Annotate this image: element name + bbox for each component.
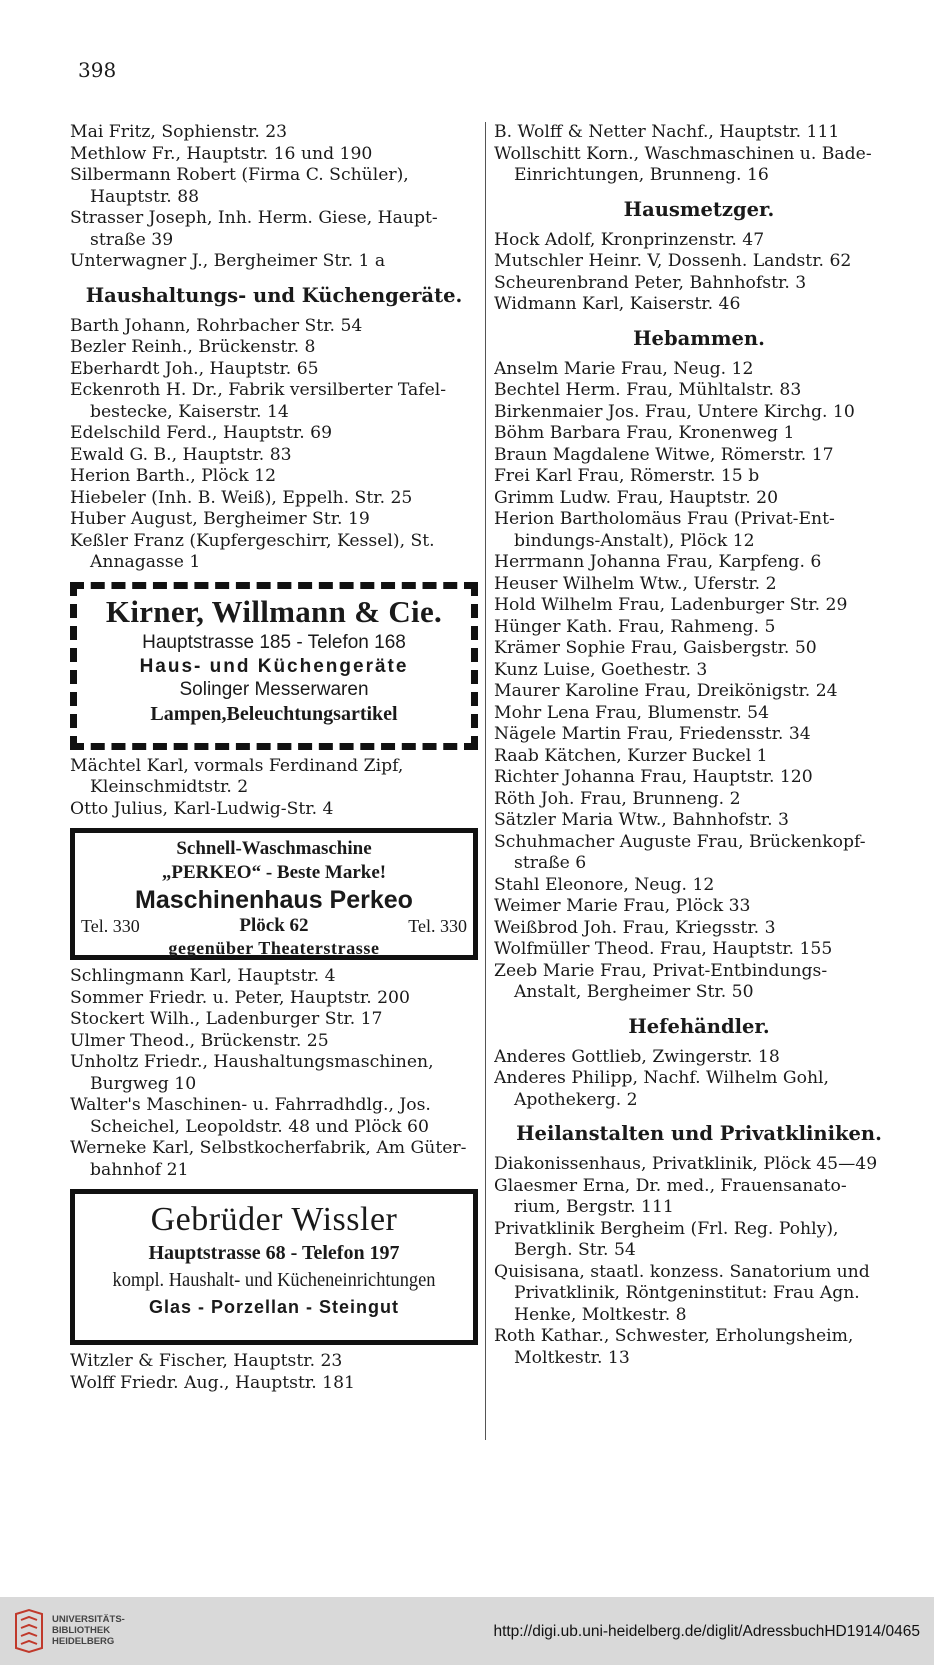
directory-entry [70,1052,478,1095]
directory-entry [494,660,904,682]
entry-text: Herrmann Johanna Frau, Karpfeng. 6 [494,552,822,572]
entry-continuation: Moltkestr. 13 [514,1347,630,1368]
entry-text: Walter's Maschinen- u. Fahrradhdlg., Jos. [70,1095,431,1115]
ad-wissler-products: kompl. Haushalt- und Kücheneinrichtungen [112,1269,436,1291]
directory-entry [494,939,904,961]
directory-entry [494,488,904,510]
directory-entry [494,273,904,295]
directory-entry [70,756,478,799]
directory-entry [494,445,904,467]
entry-text: Eberhardt Joh., Hauptstr. 65 [70,358,319,379]
directory-entry [494,122,904,144]
entry-text: Silbermann Robert (Firma C. Schüler), [70,165,409,185]
directory-entry [494,1176,904,1219]
directory-entry [70,799,478,821]
entry-text: Weimer Marie Frau, Plöck 33 [494,896,751,916]
directory-entry [70,488,478,510]
directory-entry [70,531,478,574]
heading-hausmetzger: Hausmetzger. [623,197,775,221]
entry-continuation: bahnhof 21 [90,1159,189,1180]
entry-continuation: Einrichtungen, Brunneng. 16 [514,165,769,185]
directory-entry [494,251,904,273]
entry-text: Eckenroth H. Dr., Fabrik versilberter Tafel- [70,380,447,400]
left-block-1 [70,122,478,273]
library-logo-icon [12,1608,46,1654]
entry-text: Stockert Wilh., Ladenburger Str. 17 [70,1009,383,1029]
directory-entry [70,165,478,208]
entry-text: Hiebeler (Inh. B. Weiß), Eppelh. Str. 25 [70,487,413,508]
directory-entry [70,316,478,338]
hausmetzger-list [494,230,904,316]
ad-perkeo-slogan: „PERKEO“ - Beste Marke! [161,862,387,883]
entry-continuation: Burgweg 10 [90,1073,197,1094]
directory-entry [494,875,904,897]
directory-entry [494,402,904,424]
entry-text: Ulmer Theod., Brückenstr. 25 [70,1030,329,1051]
entry-text: Mutschler Heinr. V, Dossenh. Landstr. 62 [494,251,852,271]
entry-text: Herion Bartholomäus Frau (Privat-Ent- [494,509,835,529]
directory-entry [70,122,478,144]
column-divider [485,122,486,1440]
directory-entry [494,1154,904,1176]
entry-text: Mächtel Karl, vormals Ferdinand Zipf, [70,755,404,776]
entry-text: Werneke Karl, Selbstkocherfabrik, Am Güter- [70,1138,467,1158]
directory-entry [70,1138,478,1181]
directory-entry [494,896,904,918]
directory-entry [494,961,904,1004]
entry-text: Böhm Barbara Frau, Kronenweg 1 [494,423,795,443]
entry-text: Mohr Lena Frau, Blumenstr. 54 [494,702,770,723]
directory-entry [494,617,904,639]
directory-entry [494,595,904,617]
entry-text: Schuhmacher Auguste Frau, Brückenkopf- [494,831,866,852]
entry-text: Otto Julius, Karl-Ludwig-Str. 4 [70,798,334,819]
entry-continuation: Kleinschmidtstr. 2 [90,777,249,797]
entry-continuation: rium, Bergstr. 111 [514,1197,674,1217]
entry-text: Bechtel Herm. Frau, Mühltalstr. 83 [494,380,802,400]
entry-text: Röth Joh. Frau, Brunneng. 2 [494,788,741,809]
entry-text: Sätzler Maria Wtw., Bahnhofstr. 3 [494,810,789,830]
directory-entry [494,552,904,574]
entry-text: Strasser Joseph, Inh. Herm. Giese, Haupt- [70,208,438,228]
entry-text: Huber August, Bergheimer Str. 19 [70,509,370,529]
entry-text: Frei Karl Frau, Römerstr. 15 b [494,466,760,486]
entry-text: Barth Johann, Rohrbacher Str. 54 [70,315,363,336]
directory-entry [70,1031,478,1053]
advertisement-perkeo [70,828,478,960]
entry-text: Sommer Friedr. u. Peter, Hauptstr. 200 [70,987,410,1008]
directory-entry [70,359,478,381]
entry-text: Grimm Ludw. Frau, Hauptstr. 20 [494,487,779,508]
ad-kirner-cutlery: Solinger Messerwaren [179,678,369,700]
directory-entry [494,1262,904,1327]
footer-bar [0,1597,934,1665]
entry-text: Anselm Marie Frau, Neug. 12 [494,358,754,379]
directory-entry [494,1326,904,1369]
directory-entry [70,1009,478,1031]
left-block-2 [70,316,478,574]
directory-entry [494,1219,904,1262]
entry-text: Braun Magdalene Witwe, Römerstr. 17 [494,444,834,465]
directory-entry [70,445,478,467]
page-number: 398 [78,58,117,82]
entry-text: B. Wolff & Netter Nachf., Hauptstr. 111 [494,122,840,142]
entry-text: Methlow Fr., Hauptstr. 16 und 190 [70,143,373,164]
directory-entry [494,144,904,187]
entry-text: Unterwagner J., Bergheimer Str. 1 a [70,251,386,271]
left-block-4 [70,966,478,1181]
entry-text: Maurer Karoline Frau, Dreikönigstr. 24 [494,681,838,701]
ad-wissler-firm-name: Gebrüder Wissler [150,1201,398,1238]
entry-continuation: Scheichel, Leopoldstr. 48 und Plöck 60 [90,1116,429,1137]
entry-text: Wolfmüller Theod. Frau, Hauptstr. 155 [494,939,833,959]
entry-text: Bezler Reinh., Brückenstr. 8 [70,337,316,357]
directory-entry [494,574,904,596]
ad-perkeo-contact-row [81,915,467,937]
entry-text: Quisisana, staatl. konzess. Sanatorium und [494,1261,870,1282]
directory-entry [70,423,478,445]
directory-entry [494,703,904,725]
logo-line-2: BIBLIOTHEK [52,1625,111,1636]
ad-perkeo-tel-right: Tel. 330 [408,916,467,936]
directory-entry [70,1373,478,1395]
advertisement-kirner-willmann [70,582,478,750]
left-column [70,122,478,1394]
ad-wissler-materials: Glas - Porzellan - Steingut [148,1297,400,1317]
directory-entry [494,466,904,488]
heading-hefehaendler: Hefehändler. [628,1014,770,1038]
entry-continuation: Apothekerg. 2 [514,1089,638,1110]
ad-perkeo-address: Plöck 62 [239,915,309,936]
ad-perkeo-headline: Schnell-Waschmaschine [176,838,372,859]
directory-entry [494,746,904,768]
left-block-3 [70,756,478,821]
entry-text: Glaesmer Erna, Dr. med., Frauensanato- [494,1175,847,1196]
entry-text: Unholtz Friedr., Haushaltungsmaschinen, [70,1052,434,1072]
directory-entry [494,724,904,746]
entry-text: Stahl Eleonore, Neug. 12 [494,874,715,895]
heading-hebammen: Hebammen. [633,326,765,350]
entry-text: Witzler & Fischer, Hauptstr. 23 [70,1351,343,1371]
entry-text: Hünger Kath. Frau, Rahmeng. 5 [494,616,776,637]
right-column [494,122,904,1369]
directory-entry [70,1095,478,1138]
directory-entry [494,638,904,660]
entry-text: Wolff Friedr. Aug., Hauptstr. 181 [70,1372,355,1393]
entry-text: Privatklinik Bergheim (Frl. Reg. Pohly), [494,1218,839,1239]
entry-continuation: bindungs-Anstalt), Plöck 12 [514,530,755,551]
ad-wissler-address: Hauptstrasse 68 - Telefon 197 [148,1242,400,1264]
entry-continuation: Hauptstr. 88 [90,186,200,207]
library-logo-text [52,1614,125,1647]
entry-text: Nägele Martin Frau, Friedensstr. 34 [494,724,811,744]
hebammen-list [494,359,904,1004]
entry-continuation: straße 39 [90,229,174,250]
entry-continuation: Privatklinik, Röntgeninstitut: Frau Agn. [514,1283,860,1303]
entry-text: Herion Barth., Plöck 12 [70,466,276,486]
entry-continuation: straße 6 [514,853,587,873]
directory-entry [494,359,904,381]
entry-text: Krämer Sophie Frau, Gaisbergstr. 50 [494,638,817,658]
entry-continuation: Annagasse 1 [90,552,201,572]
logo-line-1: UNIVERSITÄTS- [52,1614,125,1625]
entry-text: Zeeb Marie Frau, Privat-Entbindungs- [494,960,828,981]
entry-text: Weißbrod Joh. Frau, Kriegsstr. 3 [494,917,776,938]
entry-text: Raab Kätchen, Kurzer Buckel 1 [494,745,768,766]
ad-kirner-address: Hauptstrasse 185 - Telefon 168 [142,631,406,653]
entry-text: Wollschitt Korn., Waschmaschinen u. Bade- [494,143,872,164]
directory-entry [70,1351,478,1373]
directory-entry [494,681,904,703]
directory-entry [70,208,478,251]
directory-entry [70,966,478,988]
directory-entry [70,144,478,166]
left-block-5 [70,1351,478,1394]
entry-text: Roth Kathar., Schwester, Erholungsheim, [494,1326,854,1346]
directory-entry [494,918,904,940]
entry-text: Heuser Wilhelm Wtw., Uferstr. 2 [494,573,777,594]
directory-entry [494,509,904,552]
directory-entry [70,466,478,488]
ad-kirner-firm-name: Kirner, Willmann & Cie. [105,593,443,629]
entry-text: Ewald G. B., Hauptstr. 83 [70,444,292,465]
entry-text: Kunz Luise, Goethestr. 3 [494,659,708,680]
entry-text: Anderes Gottlieb, Zwingerstr. 18 [494,1046,780,1067]
ad-kirner-lamps: Lampen,Beleuchtungsartikel [150,702,398,725]
directory-entry [494,380,904,402]
entry-text: Edelschild Ferd., Hauptstr. 69 [70,423,333,443]
hefehaendler-list [494,1047,904,1112]
advertisement-wissler [70,1189,478,1345]
directory-entry [494,832,904,875]
entry-text: Anderes Philipp, Nachf. Wilhelm Gohl, [494,1068,830,1088]
entry-text: Hold Wilhelm Frau, Ladenburger Str. 29 [494,595,848,615]
directory-entry [494,767,904,789]
ad-perkeo-tel-left: Tel. 330 [81,916,140,936]
ad-perkeo-location: gegenüber Theaterstrasse [168,938,380,958]
directory-entry [70,337,478,359]
right-block-1 [494,122,904,187]
directory-entry [70,251,478,273]
ad-kirner-products: Haus- und Küchengeräte [139,655,409,677]
directory-entry [70,380,478,423]
directory-entry [494,1047,904,1069]
entry-continuation: Anstalt, Bergheimer Str. 50 [514,982,754,1002]
directory-entry [494,1068,904,1111]
logo-line-3: HEIDELBERG [52,1636,115,1647]
heilanstalten-list [494,1154,904,1369]
directory-entry [70,988,478,1010]
directory-entry [494,789,904,811]
entry-text: Diakonissenhaus, Privatklinik, Plöck 45—49 [494,1154,878,1174]
entry-text: Keßler Franz (Kupfergeschirr, Kessel), St. [70,530,435,551]
entry-continuation: Henke, Moltkestr. 8 [514,1304,687,1325]
ad-perkeo-firm-name: Maschinenhaus Perkeo [135,886,413,914]
entry-text: Birkenmaier Jos. Frau, Untere Kirchg. 10 [494,401,855,422]
directory-entry [70,509,478,531]
entry-continuation: bestecke, Kaiserstr. 14 [90,401,289,422]
directory-entry [494,810,904,832]
entry-text: Mai Fritz, Sophienstr. 23 [70,122,288,142]
entry-text: Widmann Karl, Kaiserstr. 46 [494,294,741,314]
source-url-link[interactable]: http://digi.ub.uni-heidelberg.de/diglit/AdressbuchHD1914/0465 [493,1623,920,1640]
heading-haushaltungs-kuechengeraete: Haushaltungs- und Küchengeräte. [85,283,463,307]
directory-entry [494,423,904,445]
heading-heilanstalten: Heilanstalten und Privatkliniken. [516,1122,882,1145]
directory-entry [494,230,904,252]
entry-continuation: Bergh. Str. 54 [514,1240,636,1260]
entry-text: Scheurenbrand Peter, Bahnhofstr. 3 [494,272,807,293]
entry-text: Schlingmann Karl, Hauptstr. 4 [70,966,336,986]
entry-text: Hock Adolf, Kronprinzenstr. 47 [494,229,765,250]
directory-entry [494,294,904,316]
entry-text: Richter Johanna Frau, Hauptstr. 120 [494,767,813,787]
